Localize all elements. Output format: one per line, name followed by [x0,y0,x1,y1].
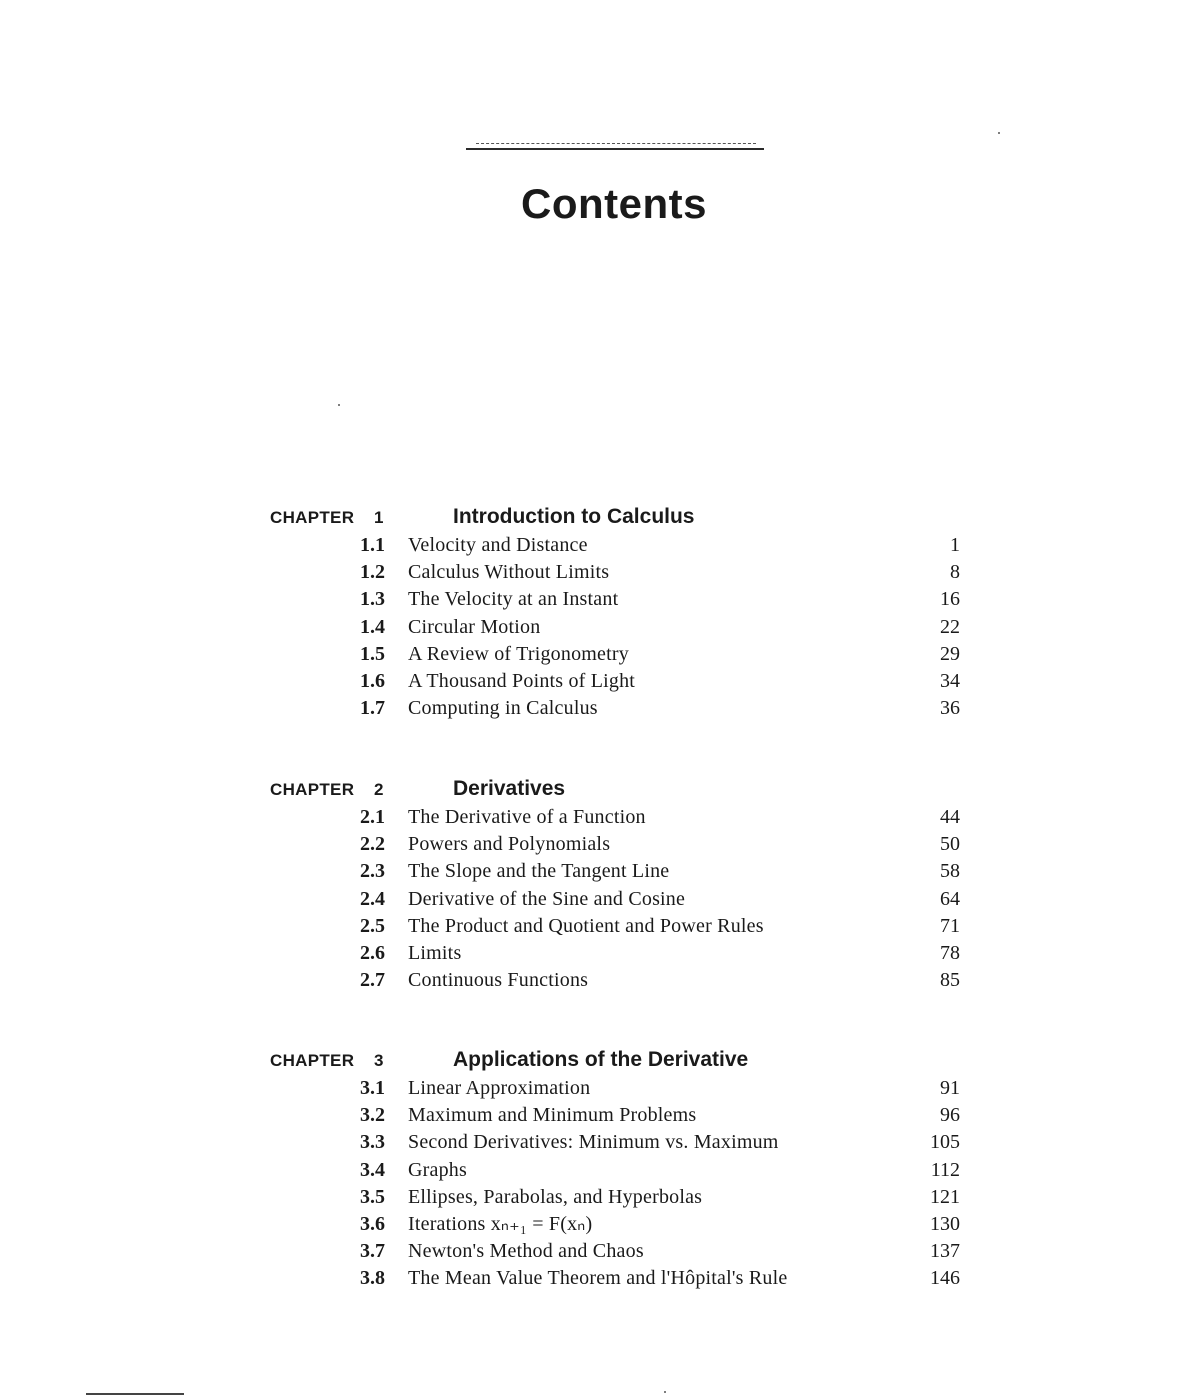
section-list [0,532,1200,722]
section-number: 2.1 [360,806,385,828]
section-page: 146 [930,1267,960,1290]
section-title[interactable]: Graphs [408,1158,467,1181]
section-title[interactable]: Maximum and Minimum Problems [408,1104,697,1127]
section-number: 2.3 [360,860,385,883]
chapter-2 [0,777,1200,994]
section-number: 3.4 [360,1158,385,1181]
chapter-3 [0,1048,1200,1293]
section-page: 130 [930,1212,960,1235]
section-title[interactable]: Iterations xₙ₊₁ = F(xₙ) [408,1212,593,1235]
section-page: 137 [930,1240,960,1263]
section-title[interactable]: The Derivative of a Function [408,806,646,828]
section-page: 64 [940,887,960,910]
toc-entry[interactable] [0,1184,1200,1211]
chapter-title[interactable]: Derivatives [453,777,566,800]
section-number: 1.7 [360,697,385,720]
section-page: 29 [940,642,960,665]
section-page: 44 [940,806,960,828]
section-title[interactable]: Second Derivatives: Minimum vs. Maximum [408,1131,779,1154]
section-title[interactable]: Powers and Polynomials [408,833,611,856]
section-title[interactable]: The Slope and the Tangent Line [408,860,670,883]
toc-entry[interactable] [0,1211,1200,1238]
section-title[interactable]: Computing in Calculus [408,697,598,720]
section-number: 3.1 [360,1077,385,1099]
scan-speck [338,404,340,406]
section-title[interactable]: Ellipses, Parabolas, and Hyperbolas [408,1185,703,1208]
section-list [0,1075,1200,1293]
scan-mark [86,1393,184,1395]
chapter-label: CHAPTER [270,508,355,527]
section-page: 85 [940,969,960,992]
toc-entry[interactable] [0,1238,1200,1265]
section-number: 3.2 [360,1104,385,1127]
scan-speck [664,1391,666,1393]
section-number: 2.4 [360,887,385,910]
section-page: 96 [940,1104,960,1127]
section-page: 8 [950,561,960,584]
section-page: 78 [940,941,960,964]
section-number: 1.5 [360,642,385,665]
toc-entry[interactable] [0,1265,1200,1292]
scan-speck [998,132,1000,134]
section-number: 1.2 [360,561,385,584]
toc-entry[interactable] [0,695,1200,722]
section-title[interactable]: The Mean Value Theorem and l'Hôpital's Rule [408,1267,788,1290]
toc-entry[interactable] [0,913,1200,940]
section-number: 3.8 [360,1267,385,1290]
chapter-1 [0,505,1200,722]
section-title[interactable]: Circular Motion [408,615,541,638]
section-page: 22 [940,615,960,638]
section-number: 2.5 [360,914,385,937]
toc-entry[interactable] [0,1102,1200,1129]
section-title[interactable]: A Thousand Points of Light [408,669,636,692]
header-ornament-dashes [476,143,756,144]
chapter-title[interactable]: Introduction to Calculus [453,505,695,528]
toc-entry[interactable] [0,668,1200,695]
toc-entry[interactable] [0,1157,1200,1184]
section-page: 16 [940,588,960,611]
section-number: 1.4 [360,615,385,638]
toc-entry[interactable] [0,586,1200,613]
section-number: 3.5 [360,1185,385,1208]
section-number: 1.6 [360,669,385,692]
section-number: 3.7 [360,1240,385,1263]
chapter-label: CHAPTER [270,780,355,799]
section-number: 2.6 [360,941,385,964]
section-number: 3.6 [360,1212,385,1235]
chapter-label: CHAPTER [270,1051,355,1070]
toc-entry[interactable] [0,641,1200,668]
section-title[interactable]: Newton's Method and Chaos [408,1240,644,1263]
section-page: 121 [930,1185,960,1208]
toc-entry[interactable] [0,940,1200,967]
toc-entry[interactable] [0,886,1200,913]
toc-entry[interactable] [0,831,1200,858]
section-title[interactable]: The Product and Quotient and Power Rules [408,914,764,937]
section-number: 2.2 [360,833,385,856]
section-number: 1.1 [360,534,385,556]
toc-entry[interactable] [0,967,1200,994]
section-number: 3.3 [360,1131,385,1154]
chapter-heading [0,1048,1200,1075]
section-title[interactable]: A Review of Trigonometry [408,642,629,665]
toc-entry[interactable] [0,559,1200,586]
toc-entry[interactable] [0,804,1200,831]
section-title[interactable]: Velocity and Distance [408,534,588,556]
section-title[interactable]: The Velocity at an Instant [408,588,619,611]
chapter-heading [0,777,1200,804]
section-page: 1 [950,534,960,556]
toc-entry[interactable] [0,858,1200,885]
chapter-number: 1 [374,508,384,527]
section-title[interactable]: Derivative of the Sine and Cosine [408,887,686,910]
section-number: 1.3 [360,588,385,611]
section-title[interactable]: Continuous Functions [408,969,589,992]
chapter-heading [0,505,1200,532]
section-page: 112 [930,1158,960,1181]
header-rule [466,148,764,150]
section-page: 105 [930,1131,960,1154]
toc-entry[interactable] [0,1075,1200,1102]
section-title[interactable]: Limits [408,941,462,964]
chapter-title[interactable]: Applications of the Derivative [453,1048,749,1071]
section-page: 36 [940,697,960,720]
section-title[interactable]: Linear Approximation [408,1077,591,1099]
toc-entry[interactable] [0,1129,1200,1156]
section-page: 50 [940,833,960,856]
section-page: 91 [940,1077,960,1099]
chapter-number: 2 [374,780,384,799]
section-number: 2.7 [360,969,385,992]
section-list [0,804,1200,994]
page-title: Contents [521,180,707,227]
toc-entry[interactable] [0,532,1200,559]
section-title[interactable]: Calculus Without Limits [408,561,610,584]
section-page: 71 [940,914,960,937]
section-page: 58 [940,860,960,883]
toc-entry[interactable] [0,614,1200,641]
section-page: 34 [940,669,960,692]
chapter-number: 3 [374,1051,384,1070]
